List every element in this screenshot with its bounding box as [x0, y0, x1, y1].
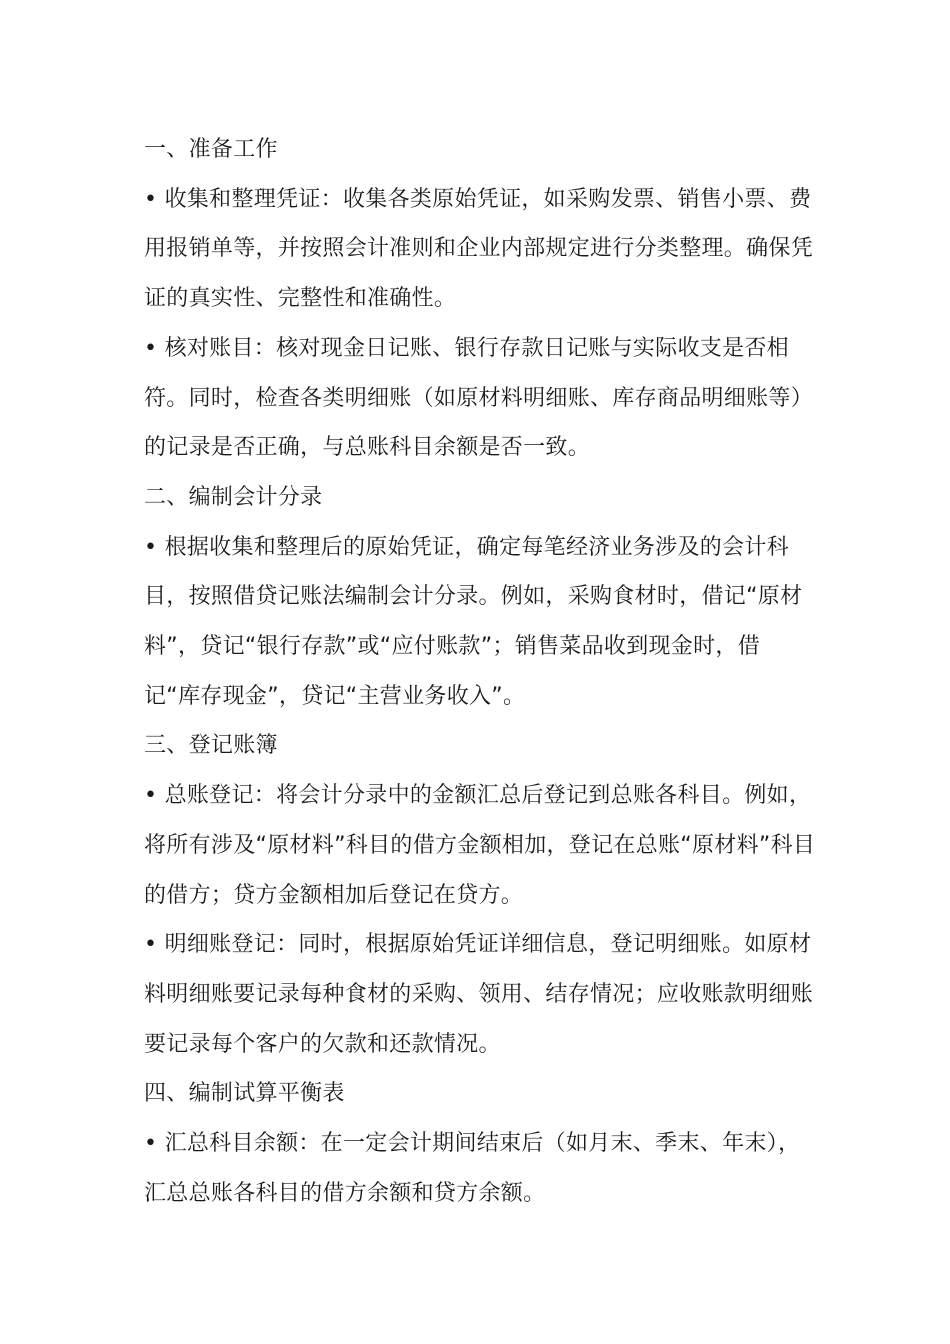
section-heading-journal-entries: 二、编制会计分录	[144, 484, 323, 510]
section-heading-trial-balance: 四、编制试算平衡表	[144, 1081, 345, 1107]
paragraph-check-accounts: • 核对账目：核对现金日记账、银行存款日记账与实际收支是否相符。同时，检查各类明细账（如原材料明细账、库存商品明细账等）的记录是否正确，与总账科目余额是否一致。	[144, 335, 814, 461]
section-heading-preparation: 一、准备工作	[144, 137, 278, 162]
document-body	[144, 125, 816, 1218]
paragraph-collect-vouchers: • 收集和整理凭证：收集各类原始凭证，如采购发票、销售小票、费用报销单等，并按照会计准则和企业内部规定进行分类整理。确保凭证的真实性、完整性和准确性。	[144, 186, 814, 312]
paragraph-summarize-balances: • 汇总科目余额：在一定会计期间结束后（如月末、季末、年末），汇总总账各科目的借方余额和贷方余额。	[144, 1131, 801, 1206]
paragraph-general-ledger: • 总账登记：将会计分录中的金额汇总后登记到总账各科目。例如，将所有涉及“原材料”科目的借方金额相加，登记在总账“原材料”科目的借方；贷方金额相加后登记在贷方。	[144, 783, 816, 908]
section-heading-ledger: 三、登记账簿	[144, 733, 278, 759]
paragraph-subsidiary-ledger: • 明细账登记：同时，根据原始凭证详细信息，登记明细账。如原材料明细账要记录每种食材的采购、领用、结存情况；应收账款明细账要记录每个客户的欠款和还款情况。	[144, 932, 814, 1057]
paragraph-journal-entries: • 根据收集和整理后的原始凭证，确定每笔经济业务涉及的会计科目，按照借贷记账法编制会计分录。例如，采购食材时，借记“原材料”，贷记“银行存款”或“应付账款”；销售菜品收到现金时，借记“库存现金”，贷记“主营业务收入”。	[144, 534, 803, 709]
